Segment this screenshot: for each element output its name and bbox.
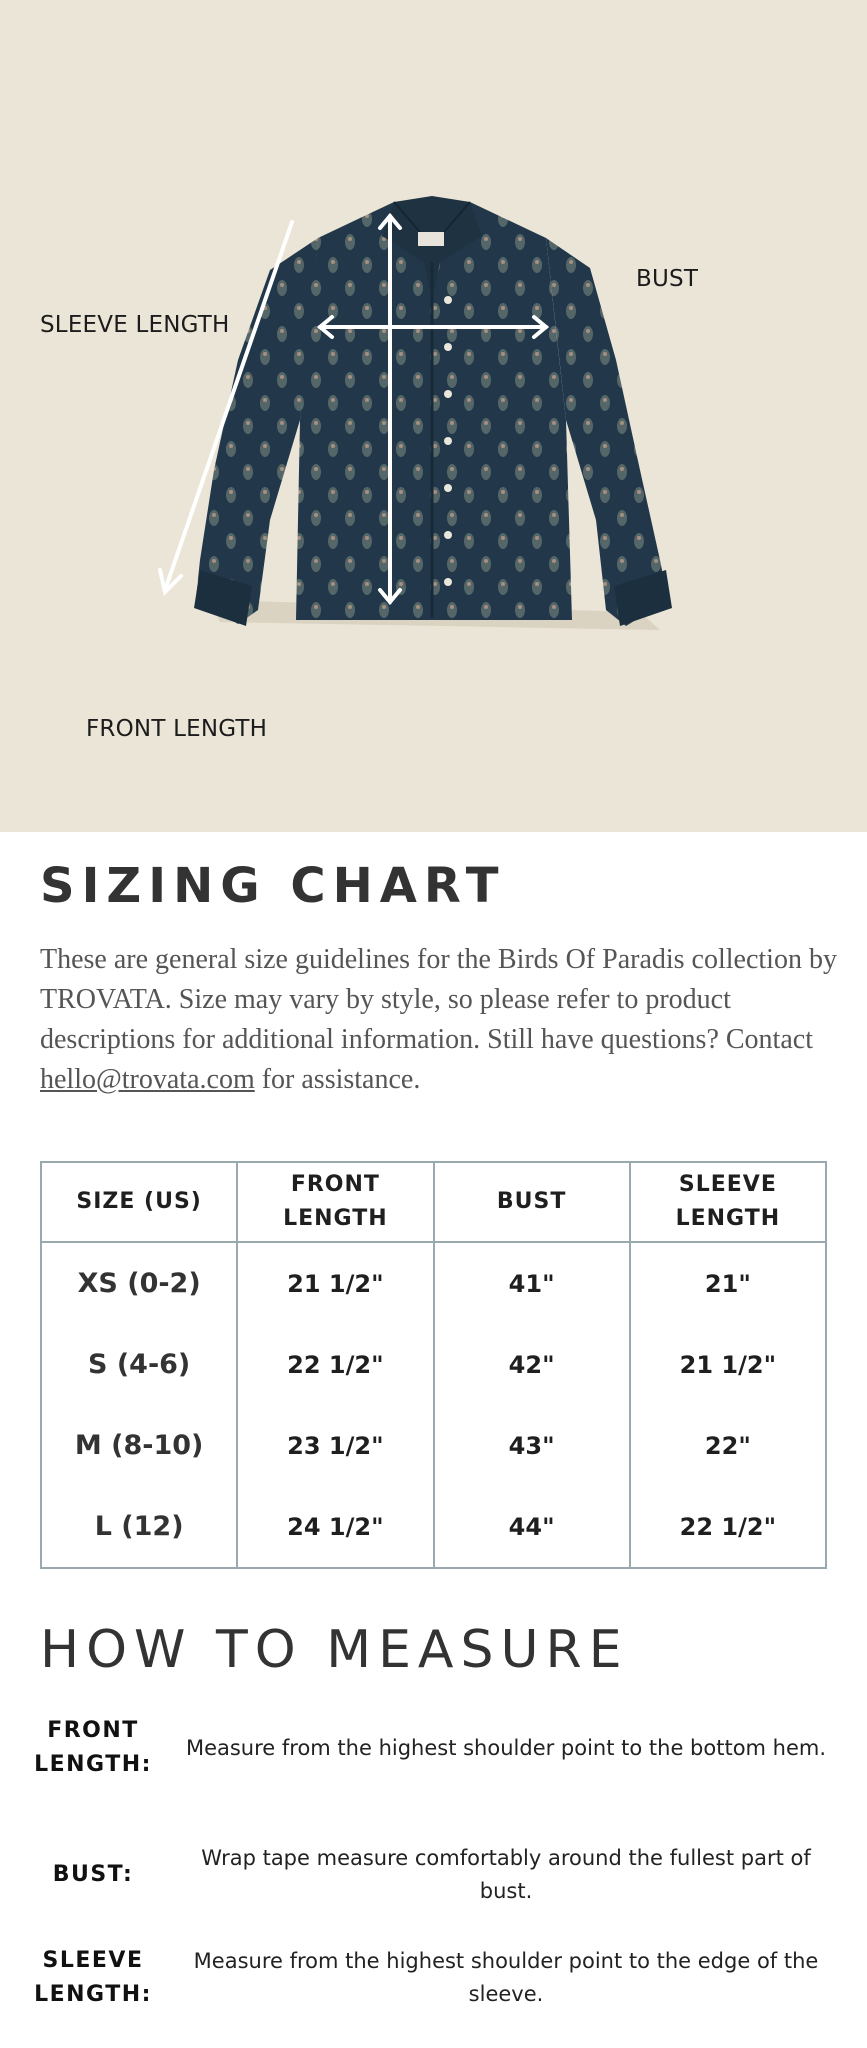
sleeve-length-cell: 21"	[630, 1242, 826, 1324]
measure-description: Measure from the highest shoulder point to the edge of the sleeve.	[193, 1949, 819, 2006]
size-cell: XS (0-2)	[41, 1242, 237, 1324]
measure-description: Measure from the highest shoulder point to the bottom hem.	[185, 1735, 827, 1760]
measure-term: FRONT LENGTH:	[34, 1718, 152, 1777]
header-sleeve-length: SLEEVE LENGTH	[630, 1162, 826, 1242]
sleeve-length-cell: 22"	[630, 1405, 826, 1486]
front-length-cell: 23 1/2"	[237, 1405, 433, 1486]
header-size: SIZE (US)	[41, 1162, 237, 1242]
size-cell: M (8-10)	[41, 1405, 237, 1486]
table-row	[41, 1324, 826, 1405]
intro-text: These are general size guidelines for the Birds Of Paradis collection by TROVATA. Size may vary by style, so please refer to product descriptions for additional information. Still have questions? Contact	[40, 944, 837, 1055]
contact-email-link[interactable]: hello@trovata.com	[40, 1064, 255, 1095]
size-cell: L (12)	[41, 1486, 237, 1568]
bust-cell: 42"	[434, 1324, 630, 1405]
front-length-cell: 24 1/2"	[237, 1486, 433, 1568]
neck-tag	[418, 232, 444, 246]
header-front-length: FRONT LENGTH	[237, 1162, 433, 1242]
bust-cell: 44"	[434, 1486, 630, 1568]
shirt-measurement-diagram	[0, 0, 867, 832]
bust-label: BUST	[636, 266, 699, 292]
sleeve-length-cell: 21 1/2"	[630, 1324, 826, 1405]
bust-cell: 43"	[434, 1405, 630, 1486]
measure-item-bust	[28, 1842, 840, 1908]
front-length-cell: 22 1/2"	[237, 1324, 433, 1405]
sizing-intro	[40, 940, 840, 1100]
bust-cell: 41"	[434, 1242, 630, 1324]
how-to-measure-title: HOW TO MEASURE	[40, 1620, 629, 1680]
intro-suffix: for assistance.	[254, 1064, 421, 1095]
measure-item-sleeve-length	[28, 1944, 840, 2012]
sizing-chart-title: SIZING CHART	[40, 858, 506, 914]
sleeve-length-cell: 22 1/2"	[630, 1486, 826, 1568]
front-length-label: FRONT LENGTH	[86, 716, 268, 742]
table-row	[41, 1405, 826, 1486]
measure-term: SLEEVE LENGTH:	[34, 1948, 152, 2007]
table-row	[41, 1486, 826, 1568]
table-header-row	[41, 1162, 826, 1242]
measure-description: Wrap tape measure comfortably around the fullest part of bust.	[201, 1846, 811, 1903]
header-bust: BUST	[434, 1162, 630, 1242]
size-table	[40, 1161, 827, 1569]
measure-item-front-length	[28, 1714, 840, 1782]
measure-term: BUST:	[52, 1862, 134, 1887]
table-row	[41, 1242, 826, 1324]
size-cell: S (4-6)	[41, 1324, 237, 1405]
front-length-cell: 21 1/2"	[237, 1242, 433, 1324]
product-hero-image	[0, 0, 867, 832]
sleeve-length-label: SLEEVE LENGTH	[40, 312, 230, 338]
